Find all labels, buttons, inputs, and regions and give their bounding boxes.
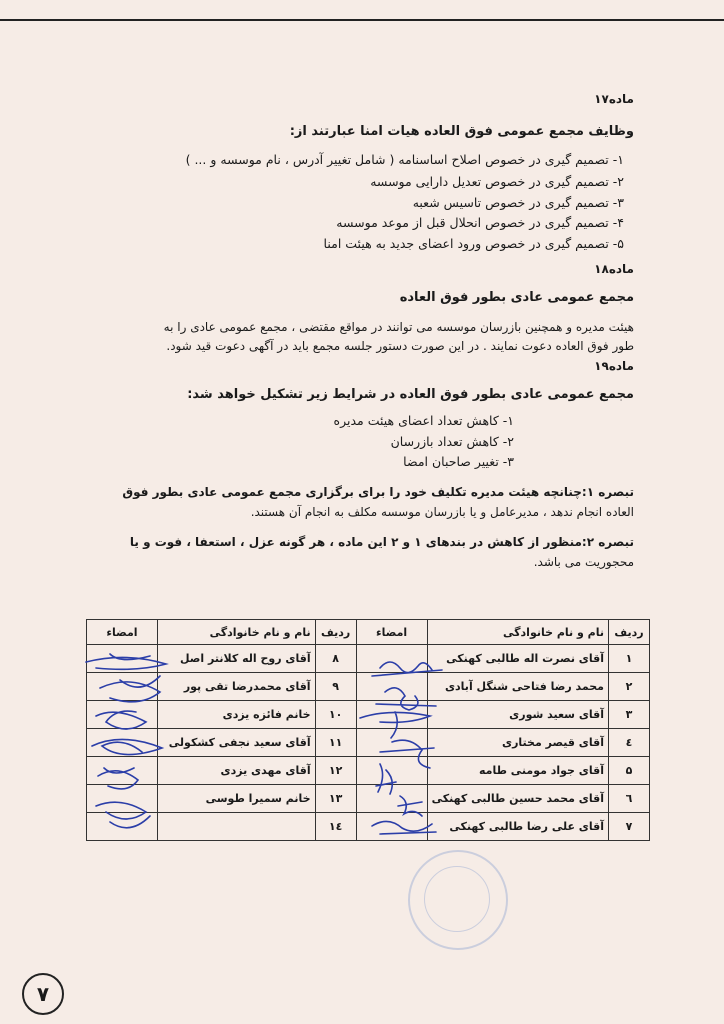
- article-18-title: ماده۱۸: [594, 262, 634, 276]
- member-name: محمد رضا فتاحی شنگل آبادی: [427, 673, 608, 701]
- row-number: ٤: [609, 729, 650, 757]
- note-1-line-2: العاده انجام ندهد ، مدیرعامل و یا بازرسان موسسه مکلف به انجام آن هستند.: [250, 505, 634, 519]
- article-19-item-1: ۱- کاهش تعداد اعضای هیئت مدیره: [333, 413, 514, 428]
- table-header-row: [87, 620, 650, 645]
- row-number: ۱: [609, 645, 650, 673]
- article-18-paragraph-line-2: طور فوق العاده دعوت نمایند . در این صورت دستور جلسه مجمع باید در آگهی دعوت قید شود.: [166, 339, 634, 353]
- stamp-inner-ring: [424, 866, 490, 932]
- member-name: آقای مهدی یزدی: [158, 757, 316, 785]
- row-number: ۱۰: [315, 701, 356, 729]
- signature-cell: [356, 645, 427, 673]
- member-name: آقای جواد مومنی طامه: [427, 757, 608, 785]
- stamp-seal: [408, 850, 508, 950]
- table-row: [87, 785, 650, 813]
- row-number: ۱۱: [315, 729, 356, 757]
- article-17-item-4: ۴- تصمیم گیری در خصوص انحلال قبل از موعد موسسه: [336, 215, 624, 230]
- header-row-number-2: ردیف: [315, 620, 356, 645]
- table-row: [87, 645, 650, 673]
- row-number: ۱٤: [315, 813, 356, 841]
- signature-cell: [87, 673, 158, 701]
- member-name: آقای قیصر مختاری: [427, 729, 608, 757]
- signature-cell: [356, 701, 427, 729]
- article-18-heading: مجمع عمومی عادی بطور فوق العاده: [399, 290, 634, 305]
- member-name: آقای سعید نجفی کشکولی: [158, 729, 316, 757]
- article-19-heading: مجمع عمومی عادی بطور فوق العاده در شرایط زیر تشکیل خواهد شد:: [187, 387, 634, 402]
- signature-cell: [356, 757, 427, 785]
- article-17-item-5: ۵- تصمیم گیری در خصوص ورود اعضای جدید به هیئت امنا: [323, 236, 624, 251]
- signature-cell: [356, 813, 427, 841]
- member-name: آقای علی رضا طالبی کهنکی: [427, 813, 608, 841]
- article-19-item-2: ۲- کاهش تعداد بازرسان: [390, 434, 514, 449]
- member-name: آقای محمدرضا تقی پور: [158, 673, 316, 701]
- row-number: ۸: [315, 645, 356, 673]
- header-signature-2: امضاء: [87, 620, 158, 645]
- article-19-title: ماده۱۹: [594, 359, 634, 373]
- header-full-name: نام و نام خانوادگی: [427, 620, 608, 645]
- member-name: آقای سعید شوری: [427, 701, 608, 729]
- article-17-item-2: ۲- تصمیم گیری در خصوص تعدیل دارایی موسسه: [370, 174, 624, 189]
- row-number: ۵: [609, 757, 650, 785]
- header-full-name-2: نام و نام خانوادگی: [158, 620, 316, 645]
- member-name: آقای نصرت اله طالبی کهنکی: [427, 645, 608, 673]
- page-number: ۷: [22, 973, 64, 1015]
- note-2-line-2: محجوریت می باشد.: [533, 555, 634, 569]
- header-row-number: ردیف: [609, 620, 650, 645]
- article-17-item-1: ۱- تصمیم گیری در خصوص اصلاح اساسنامه ( شامل تغییر آدرس ، نام موسسه و ... ): [185, 152, 624, 167]
- row-number: ۱۳: [315, 785, 356, 813]
- table-row: [87, 757, 650, 785]
- row-number: ۹: [315, 673, 356, 701]
- top-border-line: [0, 19, 724, 21]
- article-17-item-3: ۳- تصمیم گیری در خصوص تاسیس شعبه: [412, 195, 624, 210]
- signature-cell: [356, 785, 427, 813]
- member-name: آقای روح اله کلانتر اصل: [158, 645, 316, 673]
- signature-cell: [356, 673, 427, 701]
- signature-cell: [87, 729, 158, 757]
- table-row: [87, 813, 650, 841]
- member-name: آقای محمد حسین طالبی کهنکی: [427, 785, 608, 813]
- signature-cell: [87, 757, 158, 785]
- note-2-line-1: تبصره ۲:منظور از کاهش در بندهای ۱ و ۲ این ماده ، هر گونه عزل ، استعفا ، فوت و یا: [129, 535, 634, 549]
- article-18-paragraph-line-1: هیئت مدیره و همچنین بازرسان موسسه می توانند در مواقع مقتضی ، مجمع عمومی عادی را به: [163, 320, 634, 334]
- signatures-table: [86, 619, 650, 841]
- header-signature: امضاء: [356, 620, 427, 645]
- signature-cell: [87, 701, 158, 729]
- article-17-heading: وظایف مجمع عمومی فوق العاده هیات امنا عبارتند از:: [289, 124, 634, 139]
- row-number: ۲: [609, 673, 650, 701]
- signature-cell: [87, 813, 158, 841]
- row-number: ۳: [609, 701, 650, 729]
- member-name: [158, 813, 316, 841]
- signature-cell: [356, 729, 427, 757]
- row-number: ٦: [609, 785, 650, 813]
- table-row: [87, 673, 650, 701]
- note-1-line-1: تبصره ۱:چنانچه هیئت مدیره تکلیف خود را برای برگزاری مجمع عمومی عادی بطور فوق: [122, 485, 634, 499]
- signature-cell: [87, 645, 158, 673]
- row-number: ۷: [609, 813, 650, 841]
- table-row: [87, 701, 650, 729]
- member-name: خانم سمیرا طوسی: [158, 785, 316, 813]
- member-name: خانم فائزه یزدی: [158, 701, 316, 729]
- signature-cell: [87, 785, 158, 813]
- article-19-item-3: ۳- تغییر صاحبان امضا: [403, 454, 514, 469]
- table-row: [87, 729, 650, 757]
- article-17-title: ماده۱۷: [594, 92, 634, 106]
- row-number: ۱۲: [315, 757, 356, 785]
